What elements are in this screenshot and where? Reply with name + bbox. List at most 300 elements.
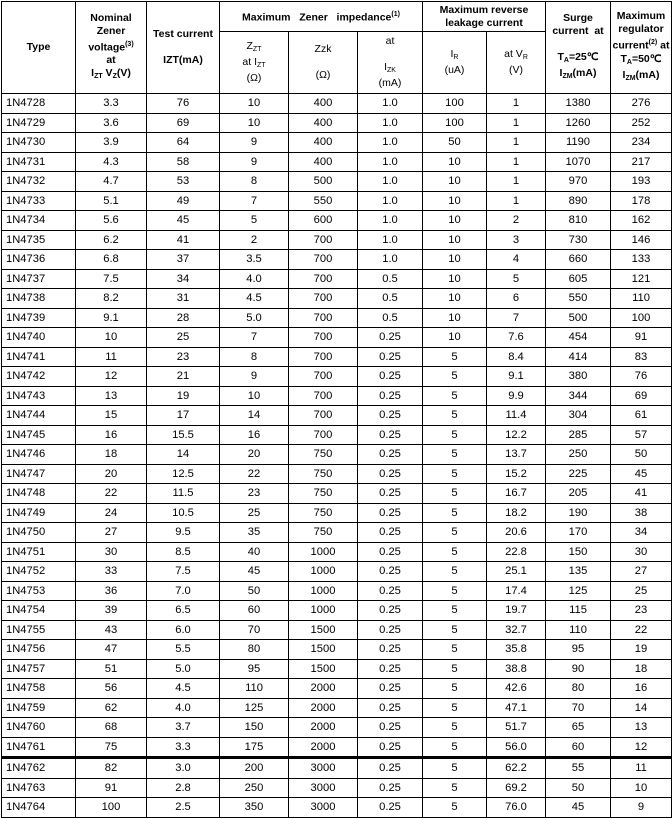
cell-type: 1N4745 (2, 425, 76, 445)
cell-ir: 10 (423, 172, 487, 192)
cell-regulator-current: 217 (611, 152, 672, 172)
cell-izk: 0.25 (358, 542, 423, 562)
cell-vr: 1 (487, 94, 546, 114)
header-ir: $I_R$ (uA) (423, 32, 487, 94)
cell-ir: 5 (423, 798, 487, 818)
cell-surge-current: 414 (546, 347, 611, 367)
cell-vr: 76.0 (487, 798, 546, 818)
cell-ir: 5 (423, 386, 487, 406)
cell-zzk: 700 (289, 367, 358, 387)
cell-zzk: 700 (289, 250, 358, 270)
cell-type: 1N4738 (2, 289, 76, 309)
cell-ir: 5 (423, 484, 487, 504)
cell-type: 1N4764 (2, 798, 76, 818)
cell-zzt: 14 (220, 406, 289, 426)
cell-vr: 3 (487, 230, 546, 250)
cell-zzt: 70 (220, 620, 289, 640)
cell-vr: 5 (487, 269, 546, 289)
cell-zzt: 150 (220, 718, 289, 738)
cell-zzk: 500 (289, 172, 358, 192)
cell-izk: 0.25 (358, 445, 423, 465)
cell-regulator-current: 11 (611, 758, 672, 779)
cell-zzk: 400 (289, 94, 358, 114)
cell-vr: 9.9 (487, 386, 546, 406)
cell-test-current: 19 (147, 386, 220, 406)
cell-test-current: 7.0 (147, 581, 220, 601)
cell-test-current: 11.5 (147, 484, 220, 504)
cell-nominal-voltage: 4.7 (76, 172, 147, 192)
cell-ir: 5 (423, 464, 487, 484)
cell-test-current: 49 (147, 191, 220, 211)
cell-izk: 0.25 (358, 737, 423, 758)
cell-ir: 5 (423, 640, 487, 660)
cell-zzt: 10 (220, 94, 289, 114)
cell-nominal-voltage: 62 (76, 698, 147, 718)
cell-nominal-voltage: 91 (76, 778, 147, 798)
cell-regulator-current: 110 (611, 289, 672, 309)
cell-ir: 10 (423, 191, 487, 211)
table-row (2, 445, 672, 465)
cell-regulator-current: 30 (611, 542, 672, 562)
cell-type: 1N4741 (2, 347, 76, 367)
table-row (2, 269, 672, 289)
cell-nominal-voltage: 8.2 (76, 289, 147, 309)
cell-zzk: 550 (289, 191, 358, 211)
cell-ir: 5 (423, 347, 487, 367)
cell-vr: 35.8 (487, 640, 546, 660)
cell-zzt: 80 (220, 640, 289, 660)
cell-vr: 19.7 (487, 601, 546, 621)
table-row (2, 386, 672, 406)
cell-ir: 5 (423, 523, 487, 543)
cell-zzt: 110 (220, 679, 289, 699)
cell-surge-current: 890 (546, 191, 611, 211)
cell-type: 1N4761 (2, 737, 76, 758)
cell-regulator-current: 16 (611, 679, 672, 699)
cell-surge-current: 135 (546, 562, 611, 582)
cell-type: 1N4731 (2, 152, 76, 172)
cell-vr: 17.4 (487, 581, 546, 601)
cell-ir: 5 (423, 620, 487, 640)
cell-izk: 0.25 (358, 406, 423, 426)
cell-type: 1N4744 (2, 406, 76, 426)
cell-type: 1N4736 (2, 250, 76, 270)
cell-regulator-current: 27 (611, 562, 672, 582)
cell-test-current: 6.0 (147, 620, 220, 640)
table-row (2, 581, 672, 601)
cell-vr: 18.2 (487, 503, 546, 523)
cell-type: 1N4737 (2, 269, 76, 289)
cell-zzk: 750 (289, 484, 358, 504)
cell-zzt: 200 (220, 758, 289, 779)
cell-vr: 38.8 (487, 659, 546, 679)
cell-test-current: 5.5 (147, 640, 220, 660)
cell-test-current: 3.7 (147, 718, 220, 738)
cell-izk: 1.0 (358, 113, 423, 133)
cell-vr: 47.1 (487, 698, 546, 718)
cell-nominal-voltage: 51 (76, 659, 147, 679)
cell-zzt: 50 (220, 581, 289, 601)
cell-regulator-current: 146 (611, 230, 672, 250)
cell-surge-current: 65 (546, 718, 611, 738)
cell-ir: 5 (423, 503, 487, 523)
cell-type: 1N4750 (2, 523, 76, 543)
cell-zzk: 700 (289, 425, 358, 445)
cell-test-current: 41 (147, 230, 220, 250)
table-row (2, 484, 672, 504)
cell-surge-current: 380 (546, 367, 611, 387)
cell-type: 1N4740 (2, 328, 76, 348)
cell-izk: 0.25 (358, 367, 423, 387)
cell-zzk: 2000 (289, 698, 358, 718)
cell-vr: 8.4 (487, 347, 546, 367)
cell-zzt: 10 (220, 113, 289, 133)
cell-ir: 10 (423, 308, 487, 328)
cell-nominal-voltage: 20 (76, 464, 147, 484)
cell-test-current: 4.5 (147, 679, 220, 699)
cell-ir: 100 (423, 113, 487, 133)
cell-zzt: 175 (220, 737, 289, 758)
table-row (2, 659, 672, 679)
cell-zzk: 400 (289, 133, 358, 153)
cell-surge-current: 500 (546, 308, 611, 328)
cell-regulator-current: 133 (611, 250, 672, 270)
cell-regulator-current: 14 (611, 698, 672, 718)
cell-zzt: 10 (220, 386, 289, 406)
cell-ir: 5 (423, 698, 487, 718)
cell-zzk: 700 (289, 328, 358, 348)
table-row (2, 425, 672, 445)
cell-regulator-current: 19 (611, 640, 672, 660)
cell-zzt: 125 (220, 698, 289, 718)
cell-ir: 5 (423, 737, 487, 758)
cell-nominal-voltage: 68 (76, 718, 147, 738)
cell-nominal-voltage: 24 (76, 503, 147, 523)
cell-type: 1N4753 (2, 581, 76, 601)
cell-test-current: 28 (147, 308, 220, 328)
cell-test-current: 17 (147, 406, 220, 426)
cell-type: 1N4734 (2, 211, 76, 231)
cell-zzk: 1500 (289, 659, 358, 679)
cell-regulator-current: 178 (611, 191, 672, 211)
cell-zzk: 700 (289, 308, 358, 328)
cell-ir: 5 (423, 542, 487, 562)
cell-type: 1N4748 (2, 484, 76, 504)
cell-zzt: 9 (220, 367, 289, 387)
table-row (2, 152, 672, 172)
cell-test-current: 5.0 (147, 659, 220, 679)
cell-izk: 0.5 (358, 289, 423, 309)
cell-zzk: 700 (289, 406, 358, 426)
cell-vr: 12.2 (487, 425, 546, 445)
cell-surge-current: 810 (546, 211, 611, 231)
cell-nominal-voltage: 12 (76, 367, 147, 387)
cell-surge-current: 80 (546, 679, 611, 699)
cell-izk: 0.25 (358, 718, 423, 738)
cell-type: 1N4739 (2, 308, 76, 328)
cell-type: 1N4732 (2, 172, 76, 192)
cell-zzt: 9 (220, 133, 289, 153)
cell-zzt: 7 (220, 191, 289, 211)
cell-nominal-voltage: 33 (76, 562, 147, 582)
cell-vr: 32.7 (487, 620, 546, 640)
cell-test-current: 58 (147, 152, 220, 172)
cell-type: 1N4758 (2, 679, 76, 699)
cell-ir: 5 (423, 445, 487, 465)
cell-izk: 0.25 (358, 778, 423, 798)
header-surge-current: Surge current at $T_A=25℃$ $I_{ZM}(mA)$ (546, 2, 611, 94)
cell-ir: 5 (423, 778, 487, 798)
cell-ir: 10 (423, 250, 487, 270)
cell-test-current: 53 (147, 172, 220, 192)
cell-vr: 25.1 (487, 562, 546, 582)
cell-type: 1N4749 (2, 503, 76, 523)
table-row (2, 230, 672, 250)
cell-surge-current: 115 (546, 601, 611, 621)
table-row (2, 308, 672, 328)
cell-test-current: 3.3 (147, 737, 220, 758)
table-row (2, 601, 672, 621)
cell-regulator-current: 50 (611, 445, 672, 465)
cell-nominal-voltage: 5.1 (76, 191, 147, 211)
cell-zzt: 40 (220, 542, 289, 562)
cell-izk: 0.25 (358, 620, 423, 640)
cell-izk: 0.25 (358, 425, 423, 445)
cell-izk: 0.25 (358, 328, 423, 348)
cell-type: 1N4756 (2, 640, 76, 660)
cell-zzt: 9 (220, 152, 289, 172)
header-max-reverse-leakage: Maximum reverse leakage current (423, 2, 546, 32)
cell-test-current: 8.5 (147, 542, 220, 562)
cell-regulator-current: 45 (611, 464, 672, 484)
table-row (2, 523, 672, 543)
cell-vr: 9.1 (487, 367, 546, 387)
cell-surge-current: 1260 (546, 113, 611, 133)
cell-surge-current: 1070 (546, 152, 611, 172)
table-row (2, 406, 672, 426)
cell-regulator-current: 83 (611, 347, 672, 367)
cell-surge-current: 190 (546, 503, 611, 523)
cell-vr: 1 (487, 152, 546, 172)
cell-nominal-voltage: 13 (76, 386, 147, 406)
cell-surge-current: 250 (546, 445, 611, 465)
table-row (2, 718, 672, 738)
cell-regulator-current: 234 (611, 133, 672, 153)
cell-zzk: 1500 (289, 640, 358, 660)
cell-vr: 7 (487, 308, 546, 328)
cell-ir: 5 (423, 601, 487, 621)
cell-regulator-current: 61 (611, 406, 672, 426)
cell-ir: 10 (423, 328, 487, 348)
cell-vr: 69.2 (487, 778, 546, 798)
cell-zzk: 750 (289, 503, 358, 523)
cell-vr: 1 (487, 172, 546, 192)
cell-ir: 10 (423, 230, 487, 250)
header-zzt: $Z_{ZT}$ at $I_{ZT}$ (Ω) (220, 32, 289, 94)
cell-surge-current: 50 (546, 778, 611, 798)
cell-zzt: 250 (220, 778, 289, 798)
cell-test-current: 25 (147, 328, 220, 348)
cell-ir: 5 (423, 562, 487, 582)
cell-type: 1N4759 (2, 698, 76, 718)
cell-test-current: 69 (147, 113, 220, 133)
cell-surge-current: 454 (546, 328, 611, 348)
cell-regulator-current: 23 (611, 601, 672, 621)
cell-izk: 0.25 (358, 464, 423, 484)
cell-surge-current: 344 (546, 386, 611, 406)
cell-surge-current: 170 (546, 523, 611, 543)
cell-nominal-voltage: 16 (76, 425, 147, 445)
cell-zzt: 35 (220, 523, 289, 543)
cell-regulator-current: 252 (611, 113, 672, 133)
table-row (2, 113, 672, 133)
cell-type: 1N4754 (2, 601, 76, 621)
cell-izk: 1.0 (358, 250, 423, 270)
cell-ir: 5 (423, 679, 487, 699)
cell-surge-current: 55 (546, 758, 611, 779)
cell-ir: 10 (423, 269, 487, 289)
cell-ir: 5 (423, 406, 487, 426)
cell-izk: 0.25 (358, 386, 423, 406)
cell-zzk: 1000 (289, 601, 358, 621)
cell-nominal-voltage: 39 (76, 601, 147, 621)
cell-nominal-voltage: 27 (76, 523, 147, 543)
cell-zzt: 3.5 (220, 250, 289, 270)
cell-vr: 22.8 (487, 542, 546, 562)
cell-vr: 16.7 (487, 484, 546, 504)
cell-zzk: 700 (289, 386, 358, 406)
cell-nominal-voltage: 3.9 (76, 133, 147, 153)
cell-nominal-voltage: 56 (76, 679, 147, 699)
table-row (2, 328, 672, 348)
cell-izk: 0.5 (358, 308, 423, 328)
cell-vr: 1 (487, 191, 546, 211)
cell-test-current: 7.5 (147, 562, 220, 582)
cell-regulator-current: 276 (611, 94, 672, 114)
table-row (2, 133, 672, 153)
cell-vr: 20.6 (487, 523, 546, 543)
cell-type: 1N4752 (2, 562, 76, 582)
cell-izk: 0.25 (358, 601, 423, 621)
cell-zzt: 4.0 (220, 269, 289, 289)
cell-surge-current: 970 (546, 172, 611, 192)
cell-zzk: 600 (289, 211, 358, 231)
header-test-current: Test current IZT(mA) (147, 2, 220, 94)
table-row (2, 464, 672, 484)
cell-zzt: 45 (220, 562, 289, 582)
cell-regulator-current: 12 (611, 737, 672, 758)
cell-surge-current: 150 (546, 542, 611, 562)
cell-vr: 62.2 (487, 758, 546, 779)
cell-test-current: 2.5 (147, 798, 220, 818)
cell-surge-current: 70 (546, 698, 611, 718)
cell-nominal-voltage: 6.8 (76, 250, 147, 270)
cell-type: 1N4733 (2, 191, 76, 211)
cell-regulator-current: 162 (611, 211, 672, 231)
cell-izk: 1.0 (358, 152, 423, 172)
cell-ir: 5 (423, 659, 487, 679)
cell-vr: 6 (487, 289, 546, 309)
cell-ir: 5 (423, 425, 487, 445)
cell-izk: 0.5 (358, 269, 423, 289)
cell-test-current: 21 (147, 367, 220, 387)
cell-zzt: 95 (220, 659, 289, 679)
cell-zzt: 25 (220, 503, 289, 523)
cell-zzk: 400 (289, 113, 358, 133)
header-max-zener-impedance: Maximum Zener impedance$^{(1)}$ (220, 2, 423, 32)
cell-type: 1N4755 (2, 620, 76, 640)
cell-test-current: 14 (147, 445, 220, 465)
cell-zzk: 700 (289, 269, 358, 289)
cell-zzk: 750 (289, 523, 358, 543)
cell-nominal-voltage: 3.6 (76, 113, 147, 133)
cell-nominal-voltage: 47 (76, 640, 147, 660)
table-header (2, 2, 672, 94)
cell-nominal-voltage: 82 (76, 758, 147, 779)
cell-izk: 0.25 (358, 562, 423, 582)
cell-izk: 1.0 (358, 94, 423, 114)
cell-test-current: 45 (147, 211, 220, 231)
cell-nominal-voltage: 11 (76, 347, 147, 367)
table-row (2, 211, 672, 231)
cell-vr: 15.2 (487, 464, 546, 484)
cell-regulator-current: 22 (611, 620, 672, 640)
cell-test-current: 64 (147, 133, 220, 153)
cell-surge-current: 605 (546, 269, 611, 289)
cell-ir: 10 (423, 152, 487, 172)
cell-regulator-current: 10 (611, 778, 672, 798)
table-row (2, 347, 672, 367)
header-type: Type (2, 2, 76, 94)
cell-surge-current: 90 (546, 659, 611, 679)
cell-ir: 10 (423, 289, 487, 309)
table-row (2, 778, 672, 798)
cell-vr: 7.6 (487, 328, 546, 348)
cell-test-current: 34 (147, 269, 220, 289)
cell-nominal-voltage: 18 (76, 445, 147, 465)
cell-zzt: 8 (220, 172, 289, 192)
cell-surge-current: 285 (546, 425, 611, 445)
cell-test-current: 23 (147, 347, 220, 367)
cell-vr: 13.7 (487, 445, 546, 465)
table-row (2, 191, 672, 211)
cell-type: 1N4747 (2, 464, 76, 484)
cell-surge-current: 730 (546, 230, 611, 250)
cell-vr: 42.6 (487, 679, 546, 699)
cell-nominal-voltage: 9.1 (76, 308, 147, 328)
cell-nominal-voltage: 30 (76, 542, 147, 562)
cell-zzk: 700 (289, 230, 358, 250)
cell-type: 1N4757 (2, 659, 76, 679)
cell-nominal-voltage: 15 (76, 406, 147, 426)
cell-type: 1N4735 (2, 230, 76, 250)
cell-izk: 0.25 (358, 484, 423, 504)
cell-zzk: 750 (289, 464, 358, 484)
cell-izk: 0.25 (358, 503, 423, 523)
cell-nominal-voltage: 10 (76, 328, 147, 348)
cell-type: 1N4728 (2, 94, 76, 114)
cell-zzk: 2000 (289, 679, 358, 699)
cell-test-current: 31 (147, 289, 220, 309)
cell-izk: 0.25 (358, 523, 423, 543)
table-row (2, 289, 672, 309)
cell-zzk: 1000 (289, 562, 358, 582)
cell-izk: 1.0 (358, 191, 423, 211)
cell-zzk: 700 (289, 347, 358, 367)
table-row (2, 367, 672, 387)
cell-surge-current: 550 (546, 289, 611, 309)
cell-regulator-current: 193 (611, 172, 672, 192)
